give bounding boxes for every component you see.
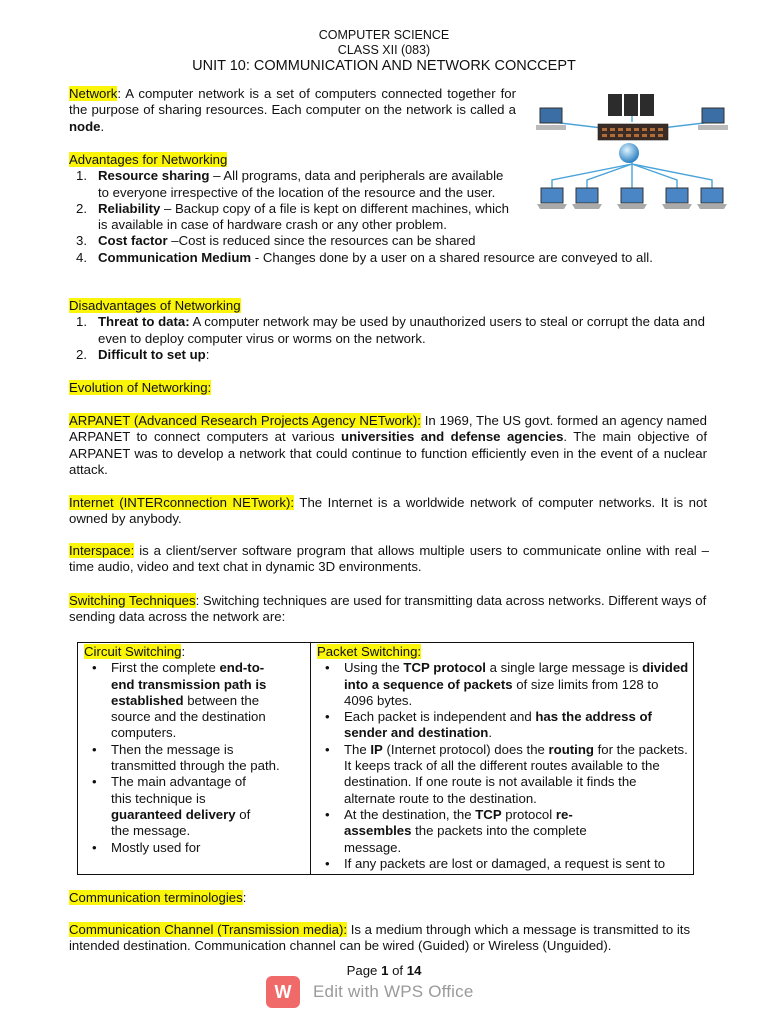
network-definition: Network: A computer network is a set of computers connected together for the purpose of sharing resources. Each computer on the network is called a node. — [69, 86, 516, 134]
network-term: Network — [69, 86, 118, 101]
disadvantages-section — [69, 298, 714, 363]
list-item: • Each packet is independent and has the address of sender and destination. — [317, 709, 689, 742]
page-number: Page 1 of 14 — [346, 963, 422, 978]
desktop-computer-icon — [536, 108, 566, 130]
switching-paragraph: Switching Techniques: Switching techniques are used for transmitting data across networks. Different ways of sending data across the network are: — [69, 593, 707, 625]
desktop-computer-icon — [698, 108, 728, 130]
globe-icon — [619, 143, 639, 163]
packet-switching-title: Packet Switching: — [317, 644, 422, 659]
list-item: • At the destination, the TCP protocol re-assembles the packets into the complete message. — [317, 807, 689, 856]
list-item: 2. Difficult to set up: — [76, 346, 210, 362]
interspace-paragraph: Interspace: is a client/server software program that allows multiple users to communicate online with real – time audio, video and text chat in dynamic 3D environments. — [69, 543, 709, 575]
list-item: 4. Communication Medium - Changes done by a user on a shared resource are conveyed to all. — [76, 249, 653, 265]
network-diagram-image — [532, 92, 732, 222]
list-item: 2. Reliability – Backup copy of a file is kept on different machines, which is available in case of hardware crash or any other problem. — [76, 200, 509, 233]
list-item: • Using the TCP protocol a single large message is divided into a sequence of packets of size limits from 128 to 4096 bytes. — [317, 660, 689, 709]
communication-channel-paragraph: Communication Channel (Transmission media): Is a medium through which a message is transmitted to its intended destination. Communication channel can be wired (Guided) or Wireless (Unguided). — [69, 922, 691, 954]
internet-term: Internet (INTERconnection NETwork): — [69, 495, 295, 510]
switching-table — [77, 642, 694, 875]
communication-terminologies-title: Communication terminologies: — [69, 890, 247, 905]
laptop-icon — [537, 188, 567, 209]
internet-paragraph: Internet (INTERconnection NETwork): The Internet is a worldwide network of computer networks. It is not owned by anybody. — [69, 495, 707, 527]
communication-channel-term: Communication Channel (Transmission media): — [69, 922, 348, 937]
wps-watermark[interactable] — [266, 976, 474, 1008]
interspace-term: Interspace: — [69, 543, 135, 558]
arpanet-term: ARPANET (Advanced Research Projects Agency NETwork): — [69, 413, 421, 428]
laptop-icon — [617, 188, 647, 209]
router-icon — [598, 124, 668, 140]
list-item: • Mostly used for — [84, 840, 284, 856]
wps-watermark-text: Edit with WPS Office — [313, 981, 474, 1001]
wps-logo-icon: W — [266, 976, 300, 1008]
list-item: • Then the message is transmitted through the path. — [84, 742, 284, 775]
laptop-icon — [697, 188, 727, 209]
switching-term: Switching Techniques — [69, 593, 196, 608]
evolution-title: Evolution of Networking: — [69, 380, 212, 395]
laptop-icon — [572, 188, 602, 209]
class-heading: CLASS XII (083) — [337, 43, 431, 57]
node-term: node — [69, 118, 101, 134]
circuit-switching-column: Circuit Switching: • First the complete end-to-end transmission path is established between the source and the destination computers. • Then the message is transmitted through the path. • The main advantage of this technique is guaranteed delivery of the message. • Mostly used for — [84, 644, 284, 856]
list-item: • If any packets are lost or damaged, a request is sent to — [317, 856, 689, 872]
laptop-icon — [662, 188, 692, 209]
circuit-switching-title: Circuit Switching — [84, 644, 182, 659]
advantages-title: Advantages for Networking — [69, 152, 228, 167]
list-item: 1. Threat to data: A computer network may be used by unauthorized users to steal or corrupt the data and even to deploy computer virus or worms on the network. — [76, 314, 705, 346]
server-rack-icon — [608, 94, 654, 116]
list-item: 1. Resource sharing – All programs, data and peripherals are available to everyone irrespective of the location of the resource and the user. — [76, 168, 504, 200]
list-item: 3. Cost factor –Cost is reduced since the resources can be shared — [76, 233, 476, 249]
subject-heading: COMPUTER SCIENCE — [318, 28, 450, 42]
list-item: • The main advantage of this technique is guaranteed delivery of the message. — [84, 774, 284, 839]
arpanet-paragraph: ARPANET (Advanced Research Projects Agency NETwork): In 1969, The US govt. formed an agency named ARPANET to connect computers at various universities and defense agencies. The main objective of ARPANET was to develop a network that could continue to function efficiently even in the event of a nuclear attack. — [69, 413, 707, 477]
disadvantages-title: Disadvantages of Networking — [69, 298, 241, 313]
advantages-section — [69, 152, 653, 266]
list-item: • The IP (Internet protocol) does the routing for the packets. It keeps track of all the different routes available to the destination. If one route is not available it finds the alternate route to the destination. — [317, 742, 689, 807]
table-divider — [310, 643, 311, 874]
list-item: • First the complete end-to-end transmission path is established between the source and the destination computers. — [84, 660, 284, 741]
unit-title: UNIT 10: COMMUNICATION AND NETWORK CONCCEPT — [192, 58, 576, 74]
packet-switching-column — [317, 644, 689, 872]
